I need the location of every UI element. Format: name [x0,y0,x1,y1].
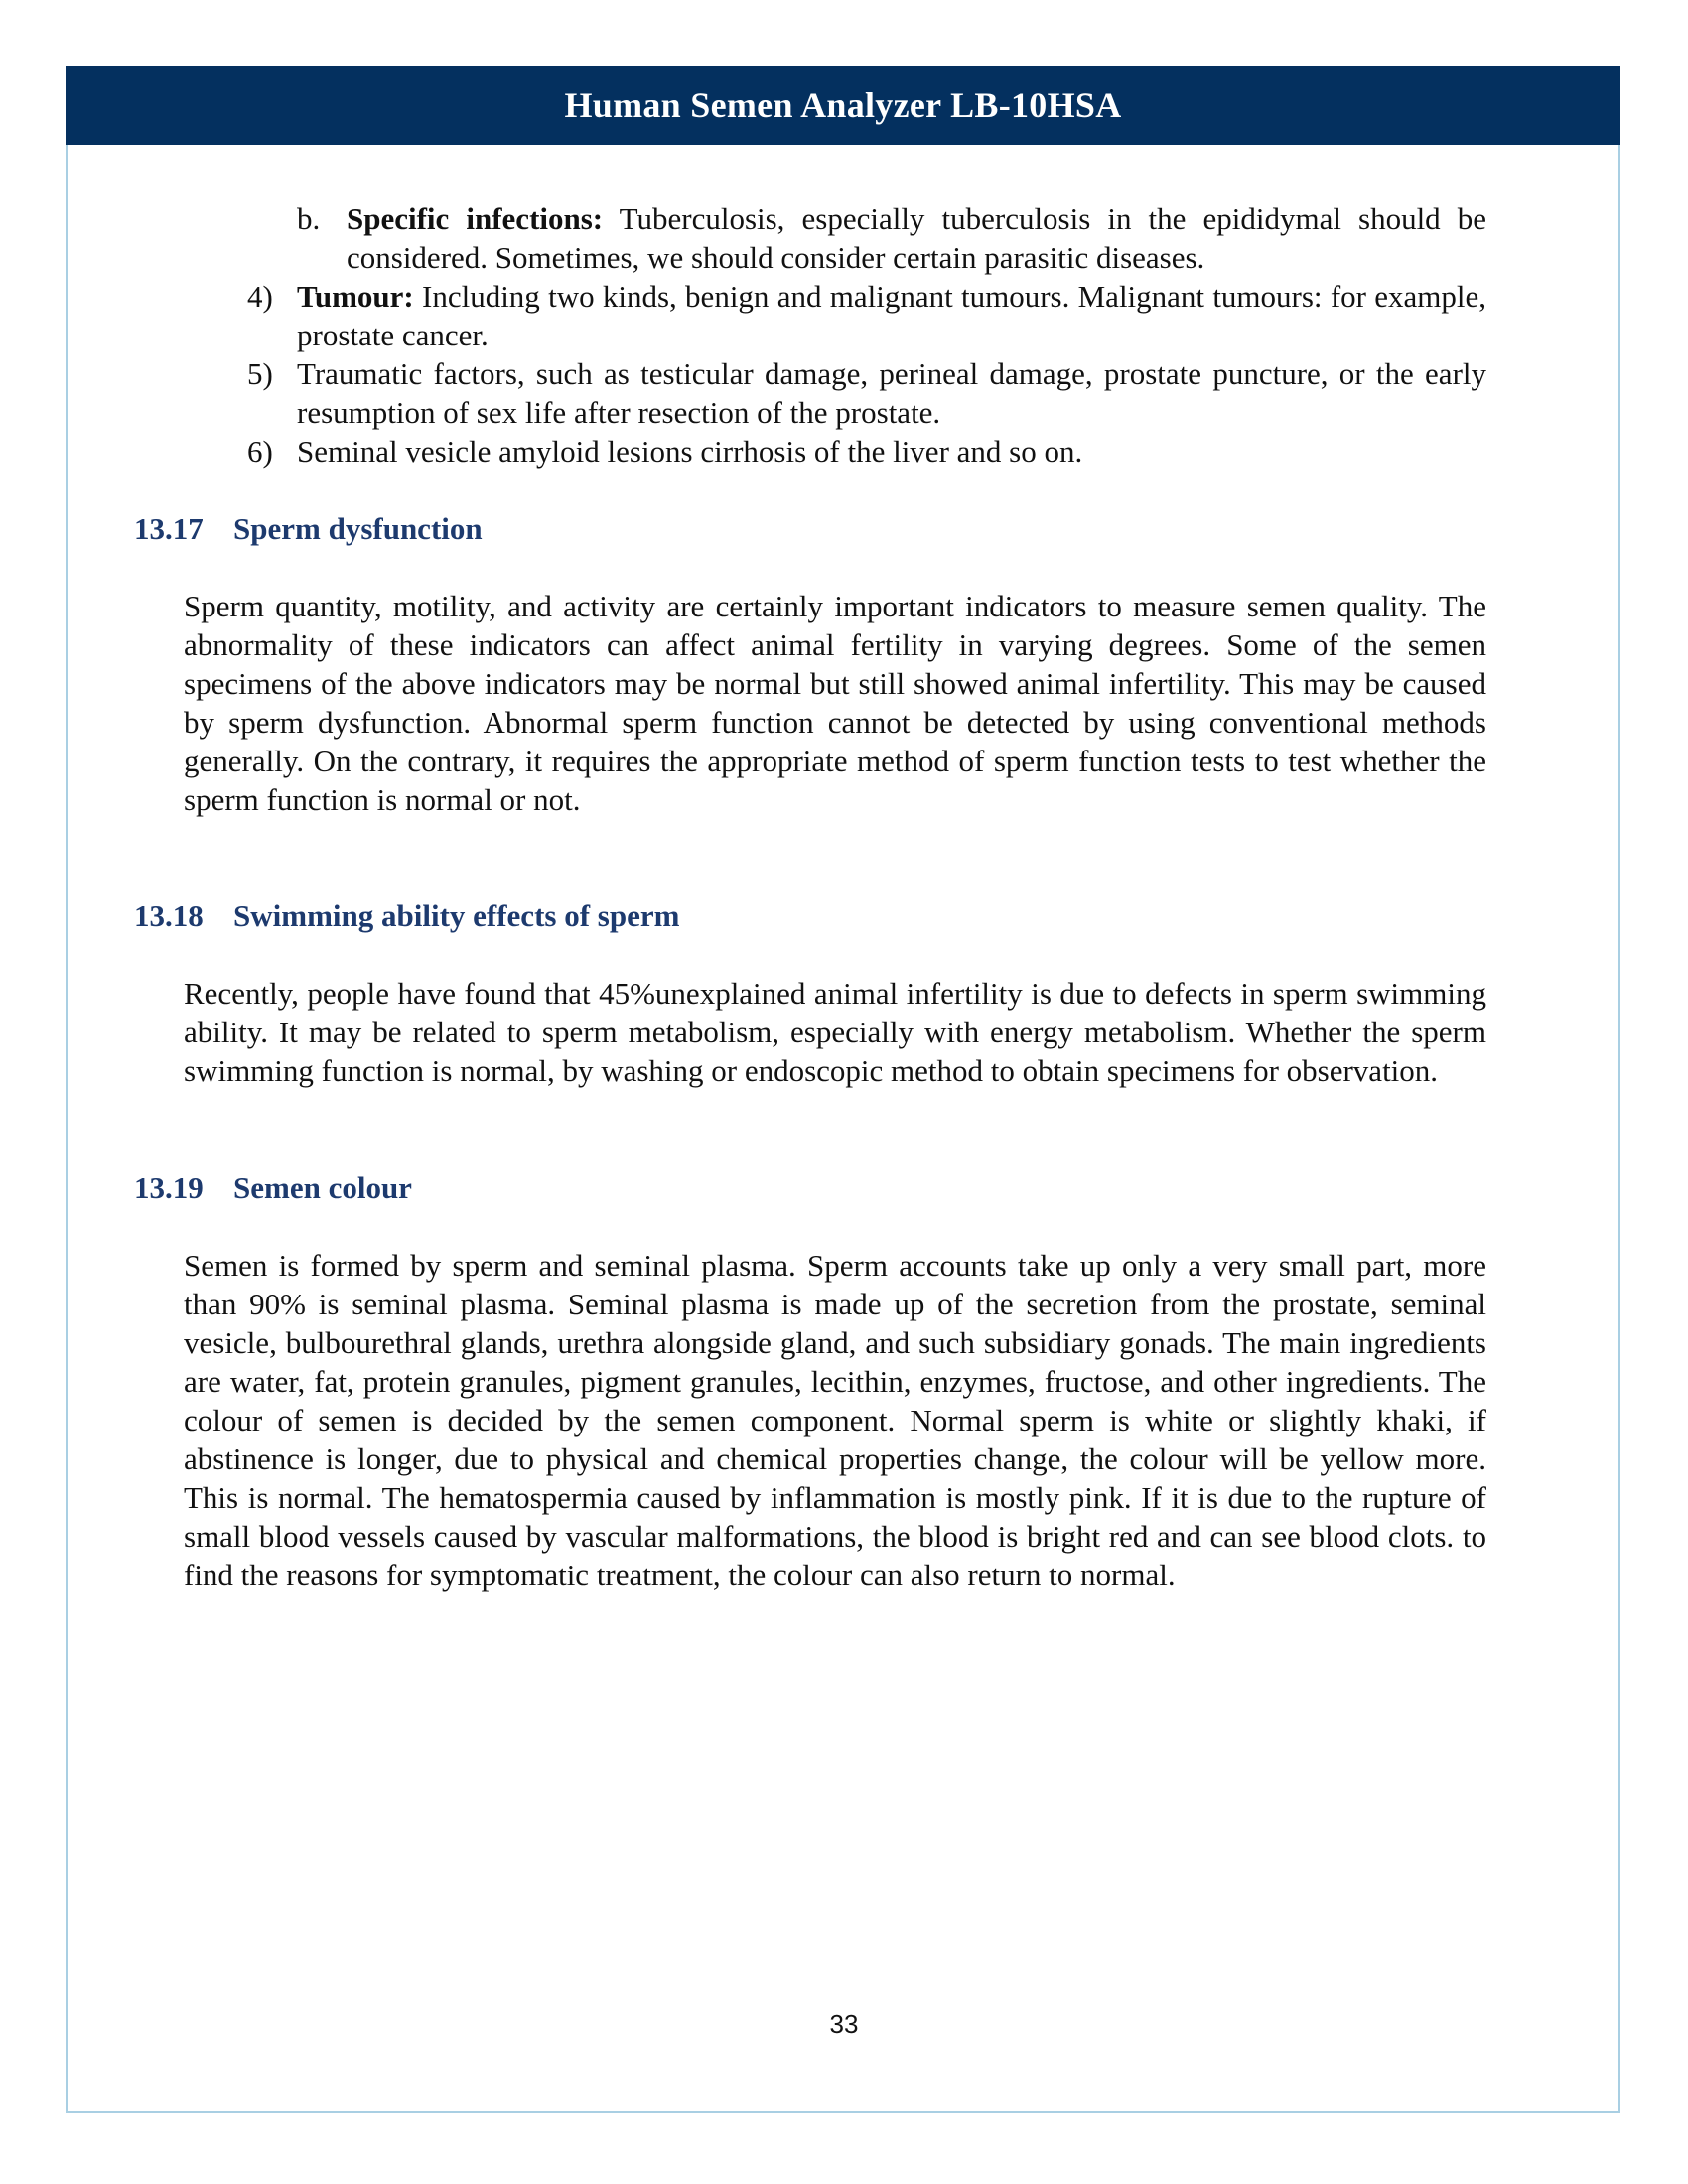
section-title: Sperm dysfunction [233,511,483,546]
list-marker: 6) [247,434,273,469]
list-item-body: Traumatic factors, such as testicular damage, perineal damage, prostate puncture, or the early resumption of sex life after resection of the prostate. [297,356,1486,430]
list-item-b [297,200,1486,277]
list-item-bold-label: Tumour: [297,279,414,314]
list-item-5 [247,354,1486,432]
list-marker: 5) [247,356,273,391]
list-item-4 [247,277,1486,354]
section-title: Swimming ability effects of sperm [233,898,680,933]
section-body-13-17: Sperm quantity, motility, and activity are certainly important indicators to measure semen quality. The abnormality of these indicators can affect animal fertility in varying degrees. Some of the semen specimens of the above indicators may be normal but still showed animal infertility. This may be caused by sperm dysfunction. Abnormal sperm function cannot be detected by using conventional methods generally. On the contrary, it requires the appropriate method of sperm function tests to test whether the sperm function is normal or not. [184,589,1486,817]
list-marker: b. [297,202,321,236]
section-heading-13-18 [134,896,679,935]
section-heading-13-19 [134,1168,412,1207]
list-item-body: Tuberculosis, especially tuberculosis in the epididymal should be considered. Sometimes, we should consider certain parasitic diseases. [347,202,1486,275]
list-item-bold-label: Specific infections: [347,202,604,236]
section-number: 13.18 [134,898,204,933]
list-item-body: Including two kinds, benign and malignant tumours. Malignant tumours: for example, prostate cancer. [297,279,1486,352]
list-item-text [297,277,1486,354]
list-item-6 [247,432,1486,471]
section-body-13-19: Semen is formed by sperm and seminal plasma. Sperm accounts take up only a very small part, more than 90% is seminal plasma. Seminal plasma is made up of the secretion from the prostate, seminal vesicle, bulbourethral glands, urethra alongside gland, and such subsidiary gonads. The main ingredients are water, fat, protein granules, pigment granules, lecithin, enzymes, fructose, and other ingredients. The colour of semen is decided by the semen component. Normal sperm is white or slightly khaki, if abstinence is longer, due to physical and chemical properties change, the colour will be yellow more. This is normal. The hematospermia caused by inflammation is mostly pink. If it is due to the rupture of small blood vessels caused by vascular malformations, the blood is bright red and can see blood clots. to find the reasons for symptomatic treatment, the colour can also return to normal. [184,1248,1486,1592]
section-title: Semen colour [233,1170,412,1205]
list-marker: 4) [247,279,273,314]
section-heading-13-17 [134,509,483,548]
page-header [66,66,1620,145]
section-body-13-18: Recently, people have found that 45%unexplained animal infertility is due to defects in sperm swimming ability. It may be related to sperm metabolism, especially with energy metabolism. Whether the sperm swimming function is normal, by washing or endoscopic method to obtain specimens for observation. [184,976,1486,1088]
page-number: 33 [829,2009,859,2039]
list-item-text [347,200,1486,277]
section-number: 13.19 [134,1170,204,1205]
list-item-body: Seminal vesicle amyloid lesions cirrhosis of the liver and so on. [297,434,1083,469]
section-number: 13.17 [134,511,204,546]
header-title: Human Semen Analyzer LB-10HSA [564,85,1122,125]
